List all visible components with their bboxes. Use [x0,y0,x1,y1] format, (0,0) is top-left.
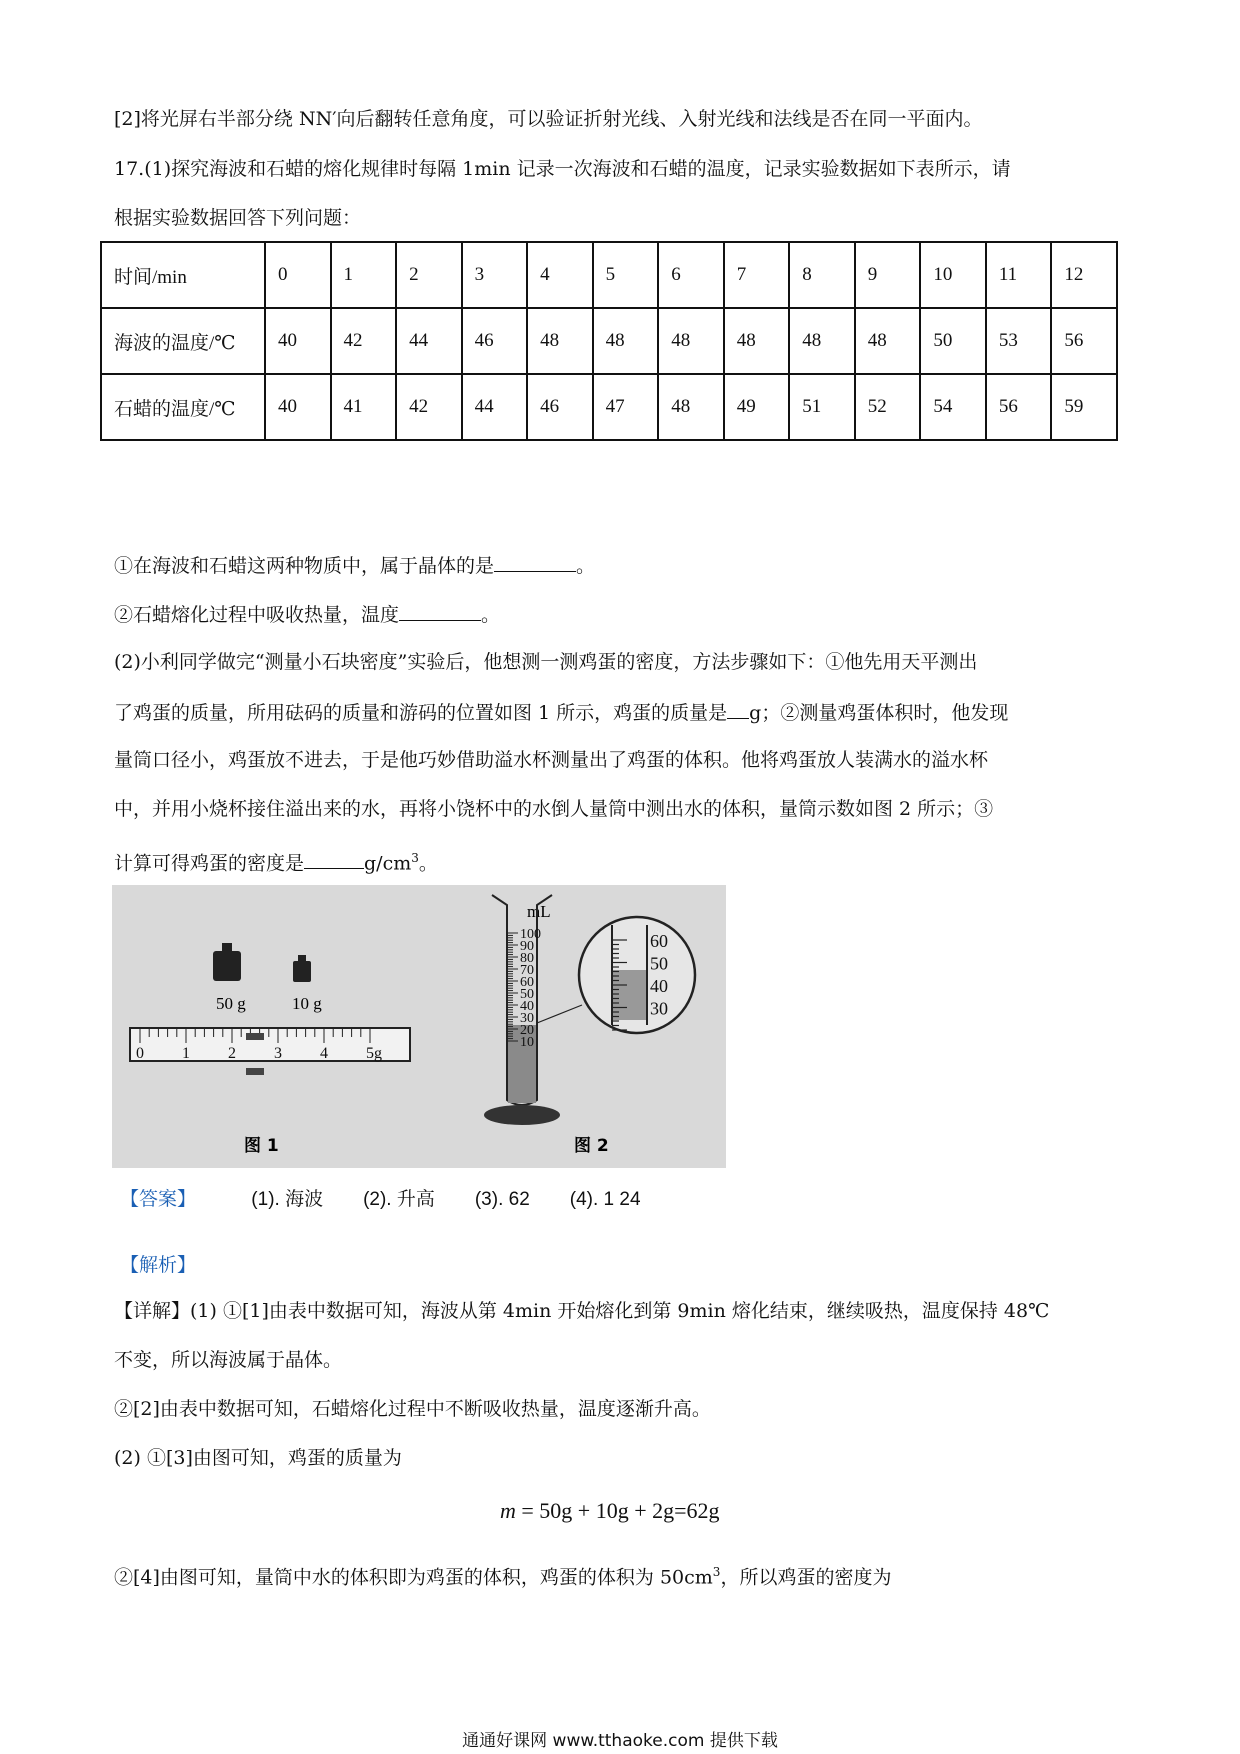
answer-blank [304,848,364,869]
weight-50g-icon [213,943,241,981]
intro-line: [2]将光屏右半部分绕 NN′向后翻转任意角度，可以验证折射光线、入射光线和法线是否在同一平面内。 [114,108,983,130]
cylinder-label: 90 [520,939,534,954]
detail-tag: 【详解】 [114,1300,191,1322]
rider-top [246,1033,264,1040]
table-cell: 2 [396,242,462,308]
row-label: 海波的温度/℃ [101,308,265,374]
question-b-end: 。 [481,604,501,626]
part2-line-2-text: 了鸡蛋的质量，所用砝码的质量和游码的位置如图 1 所示，鸡蛋的质量是 [114,702,728,724]
page-footer: 通通好课网 www.tthaoke.com 提供下载 [462,1731,778,1751]
table-cell: 48 [527,308,593,374]
data-table [100,241,1118,441]
table-cell: 41 [331,374,397,440]
volume-unit-exponent: 3 [712,1565,721,1579]
part2-line-1: (2)小利同学做完“测量小石块密度”实验后，他想测一测鸡蛋的密度，方法步骤如下：①他先用天平测出 [114,651,978,673]
table-cell: 48 [593,308,659,374]
part2-line-5-text: 计算可得鸡蛋的密度是 [114,852,305,875]
ruler-label: 2 [228,1045,236,1062]
table-cell: 0 [265,242,331,308]
weight-10g-icon [293,955,311,982]
table-cell: 54 [920,374,986,440]
ruler-label: 3 [274,1045,282,1062]
table-cell: 52 [855,374,921,440]
graduated-cylinder [484,895,695,1125]
mass-formula [500,1498,720,1524]
detail-line-4: (2) ①[3]由图可知，鸡蛋的质量为 [114,1447,402,1469]
cylinder-label: 100 [520,927,541,942]
ruler-label: 1 [182,1045,190,1062]
table-cell: 40 [265,374,331,440]
cylinder-label: 40 [520,999,534,1014]
question-a [114,551,595,579]
density-unit-exponent: 3 [411,851,419,865]
question-a-end: 。 [576,555,596,577]
table-cell: 46 [462,308,528,374]
detail-line-5-text: ②[4]由图可知，量筒中水的体积即为鸡蛋的体积，鸡蛋的体积为 50cm [114,1566,713,1589]
q17-line-2: 根据实验数据回答下列问题： [114,207,362,229]
table-cell: 6 [658,242,724,308]
table-cell: 7 [724,242,790,308]
ruler-label: 4 [320,1045,328,1062]
part2-line-2 [114,698,1008,726]
table-cell: 56 [986,374,1052,440]
table-cell: 50 [920,308,986,374]
cylinder-unit-label: mL [527,902,551,921]
table-cell: 5 [593,242,659,308]
detail-line-1-text: (1) ①[1]由表中数据可知，海波从第 4min 开始熔化到第 9min 熔化结束，继续吸热，温度保持 48℃ [190,1300,1050,1322]
ruler-label: 0 [136,1045,144,1062]
cylinder-label: 80 [520,951,534,966]
table-cell: 12 [1051,242,1117,308]
table-cell: 47 [593,374,659,440]
answer-blank [399,600,481,621]
answer-blank [727,698,749,719]
part2-line-2-end: g；②测量鸡蛋体积时，他发现 [749,702,1009,724]
table-cell: 44 [396,308,462,374]
table-cell: 56 [1051,308,1117,374]
detail-line-2: 不变，所以海波属于晶体。 [114,1349,343,1371]
zoom-label: 40 [650,976,668,996]
table-cell: 48 [724,308,790,374]
table-cell: 53 [986,308,1052,374]
table-cell: 42 [331,308,397,374]
figure-1-caption: 图 1 [244,1136,279,1156]
figure-2-caption: 图 2 [574,1136,609,1156]
table-cell: 48 [658,374,724,440]
figure-drawing [112,885,726,1168]
detail-line-5 [114,1559,891,1590]
answer-item: (2). 升高 [363,1189,435,1210]
analysis-tag: 【解析】 [120,1254,197,1276]
answer-item: (1). 海波 [251,1189,324,1210]
answer-row [120,1186,641,1213]
weight-50g-label: 50 g [216,994,246,1013]
weight-10g-label: 10 g [292,994,322,1013]
cylinder-label: 50 [520,987,534,1002]
table-cell: 8 [789,242,855,308]
zoom-label: 60 [650,931,668,951]
beam-ruler [130,1028,410,1075]
cylinder-label: 30 [520,1011,534,1026]
answer-item: (4). 1 24 [569,1189,641,1210]
cylinder-label: 10 [520,1035,534,1050]
part2-line-3: 量筒口径小，鸡蛋放不进去，于是他巧妙借助溢水杯测量出了鸡蛋的体积。他将鸡蛋放人装满水的溢水杯 [114,749,989,771]
table-cell: 40 [265,308,331,374]
table-cell: 48 [855,308,921,374]
row-label: 石蜡的温度/℃ [101,374,265,440]
answer-tag: 【答案】 [120,1188,197,1210]
question-b [114,600,500,628]
table-cell: 49 [724,374,790,440]
table-cell: 48 [789,308,855,374]
zoom-label: 50 [650,953,668,974]
table-cell: 42 [396,374,462,440]
answer-item: (3). 62 [474,1189,530,1210]
experiment-figure [112,885,726,1168]
table-cell: 59 [1051,374,1117,440]
part2-line-4: 中，并用小烧杯接住溢出来的水，再将小饶杯中的水倒人量筒中测出水的体积，量筒示数如图 2 所示；③ [114,798,994,820]
table-cell: 51 [789,374,855,440]
table-cell: 48 [658,308,724,374]
table-row [101,242,1117,308]
table-row [101,308,1117,374]
table-cell: 46 [527,374,593,440]
row-label: 时间/min [101,242,265,308]
question-a-text: ①在海波和石蜡这两种物质中，属于晶体的是 [114,555,495,577]
formula-symbol: m [500,1498,516,1523]
cylinder-label: 70 [520,963,534,978]
question-b-text: ②石蜡熔化过程中吸收热量，温度 [114,604,400,626]
table-cell: 44 [462,374,528,440]
cylinder-label: 20 [520,1023,534,1038]
density-unit: g/cm [364,852,412,875]
q17-line-1: 17.(1)探究海波和石蜡的熔化规律时每隔 1min 记录一次海波和石蜡的温度，记录实验数据如下表所示，请 [114,158,1011,180]
table-cell: 9 [855,242,921,308]
table-cell: 10 [920,242,986,308]
zoom-label: 30 [650,998,668,1019]
rider-bottom [246,1068,264,1075]
table-cell: 3 [462,242,528,308]
detail-line-5-end: ，所以鸡蛋的密度为 [720,1566,892,1589]
cylinder-base [484,1105,560,1125]
table-row [101,374,1117,440]
cylinder-label: 60 [520,975,534,990]
part2-line-5 [114,845,438,876]
table-cell: 1 [331,242,397,308]
formula-body: = 50g + 10g + 2g=62g [515,1498,720,1523]
detail-line-1 [114,1298,1049,1324]
ruler-label: 5g [366,1045,382,1062]
part2-line-5-end: 。 [418,852,438,875]
answer-blank [494,551,576,572]
table-cell: 4 [527,242,593,308]
table-cell: 11 [986,242,1052,308]
detail-line-3: ②[2]由表中数据可知，石蜡熔化过程中不断吸收热量，温度逐渐升高。 [114,1398,711,1420]
